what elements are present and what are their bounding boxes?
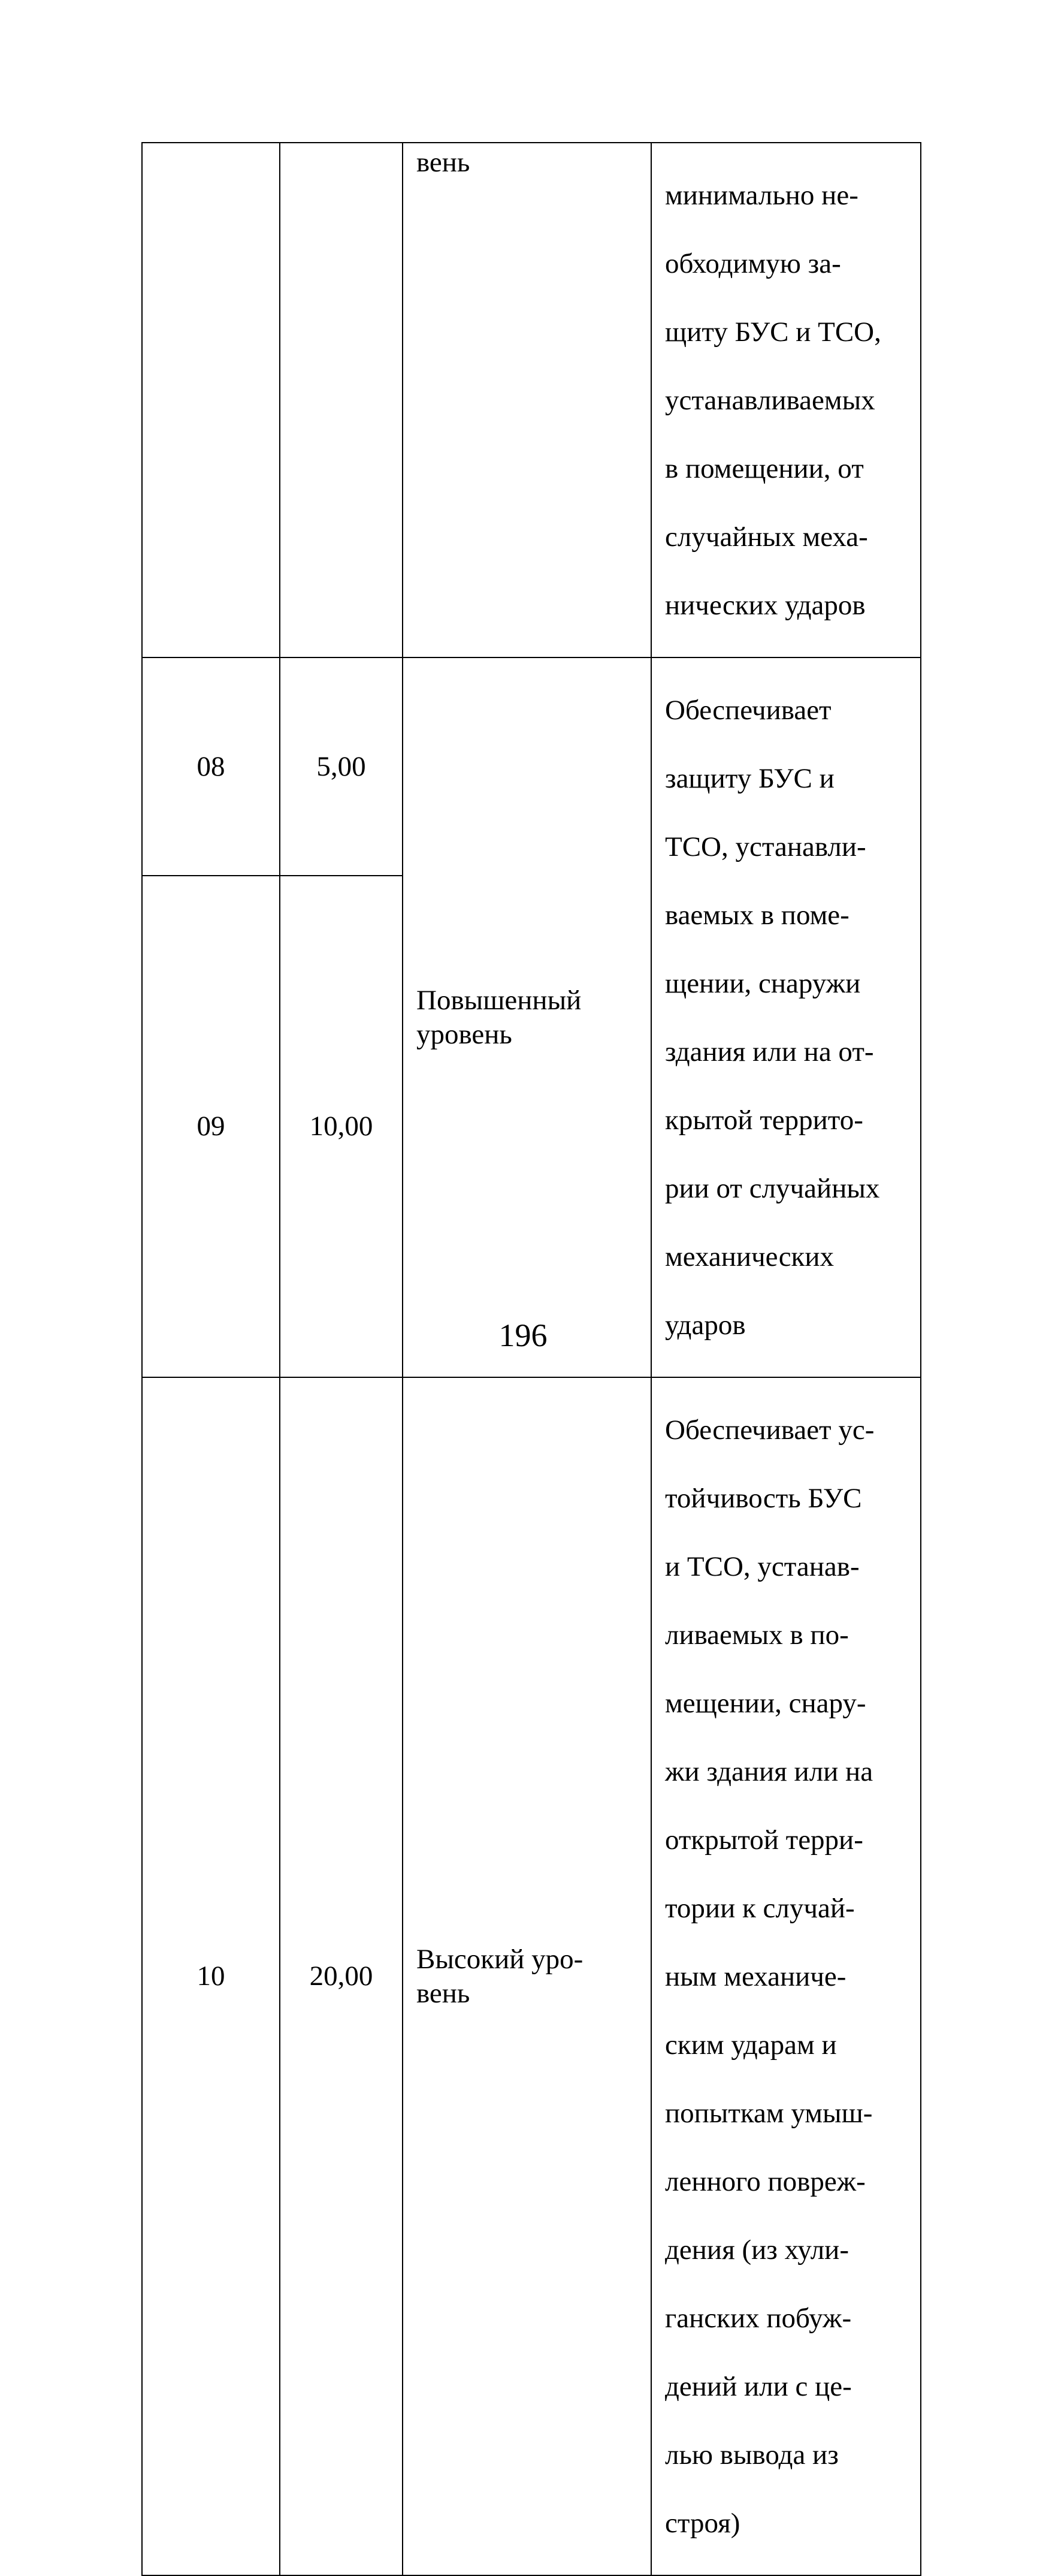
- level-line: вень: [416, 1977, 470, 2009]
- value-cell: 10,00: [280, 876, 403, 1377]
- description-line: механических: [665, 1241, 835, 1272]
- description-line: здания или на от-: [665, 1036, 874, 1067]
- description-line: рии от случайных: [665, 1173, 880, 1204]
- table-row: [142, 657, 921, 876]
- description-line: ным механиче-: [665, 1961, 847, 1992]
- description-line: жи здания или на: [665, 1756, 873, 1787]
- description-line: щении, снаружи: [665, 968, 861, 999]
- level-cell: [403, 143, 651, 657]
- description-line: устанавливаемых: [665, 385, 875, 416]
- level-line: вень: [416, 147, 470, 178]
- description-line: мещении, снару-: [665, 1688, 866, 1719]
- value-cell: 5,00: [280, 657, 403, 876]
- level-cell: [403, 657, 651, 1377]
- description-line: минимально не-: [665, 180, 858, 211]
- description-line: дения (из хули-: [665, 2234, 849, 2266]
- description-line: ливаемых в по-: [665, 1619, 849, 1651]
- description-line: Обеспечивает ус-: [665, 1414, 875, 1446]
- description-line: ТСО, устанавли-: [665, 831, 866, 862]
- description-line: обходимую за-: [665, 248, 841, 279]
- description-line: ганских побуж-: [665, 2303, 852, 2334]
- level-line: Повышенный: [416, 984, 582, 1016]
- description-line: крытой террито-: [665, 1105, 863, 1136]
- description-line: нических ударов: [665, 590, 866, 621]
- description-line: ударов: [665, 1310, 746, 1341]
- description-line: открытой терри-: [665, 1824, 863, 1856]
- level-line: уровень: [416, 1018, 512, 1050]
- level-line: Высокий уро-: [416, 1943, 584, 1975]
- description-line: ваемых в поме-: [665, 900, 850, 931]
- code-cell: [142, 143, 280, 657]
- description-line: попыткам умыш-: [665, 2098, 873, 2129]
- page-number: 196: [498, 1317, 548, 1353]
- description-line: тойчивость БУС: [665, 1483, 862, 1514]
- description-cell: [651, 657, 921, 1377]
- table-row: [142, 143, 921, 657]
- description-line: в помещении, от: [665, 453, 864, 484]
- value-cell: [280, 143, 403, 657]
- value-cell: 20,00: [280, 1377, 403, 2575]
- description-cell: [651, 143, 921, 657]
- level-cell: [403, 1377, 651, 2575]
- description-line: защиту БУС и: [665, 763, 835, 794]
- code-cell: 08: [142, 657, 280, 876]
- description-line: щиту БУС и ТСО,: [665, 316, 881, 348]
- description-line: дений или с це-: [665, 2371, 852, 2402]
- description-line: лью вывода из: [665, 2439, 839, 2471]
- description-line: случайных меха-: [665, 521, 868, 553]
- code-cell: 10: [142, 1377, 280, 2575]
- description-line: ским ударам и: [665, 2029, 837, 2061]
- description-line: и ТСО, устанав-: [665, 1551, 860, 1582]
- description-line: ленного повреж-: [665, 2166, 866, 2197]
- description-line: строя): [665, 2508, 740, 2539]
- description-cell: [651, 1377, 921, 2575]
- protection-levels-table: [141, 142, 921, 2576]
- description-line: тории к случай-: [665, 1893, 855, 1924]
- code-cell: 09: [142, 876, 280, 1377]
- description-line: Обеспечивает: [665, 695, 832, 726]
- table-row: [142, 1377, 921, 2575]
